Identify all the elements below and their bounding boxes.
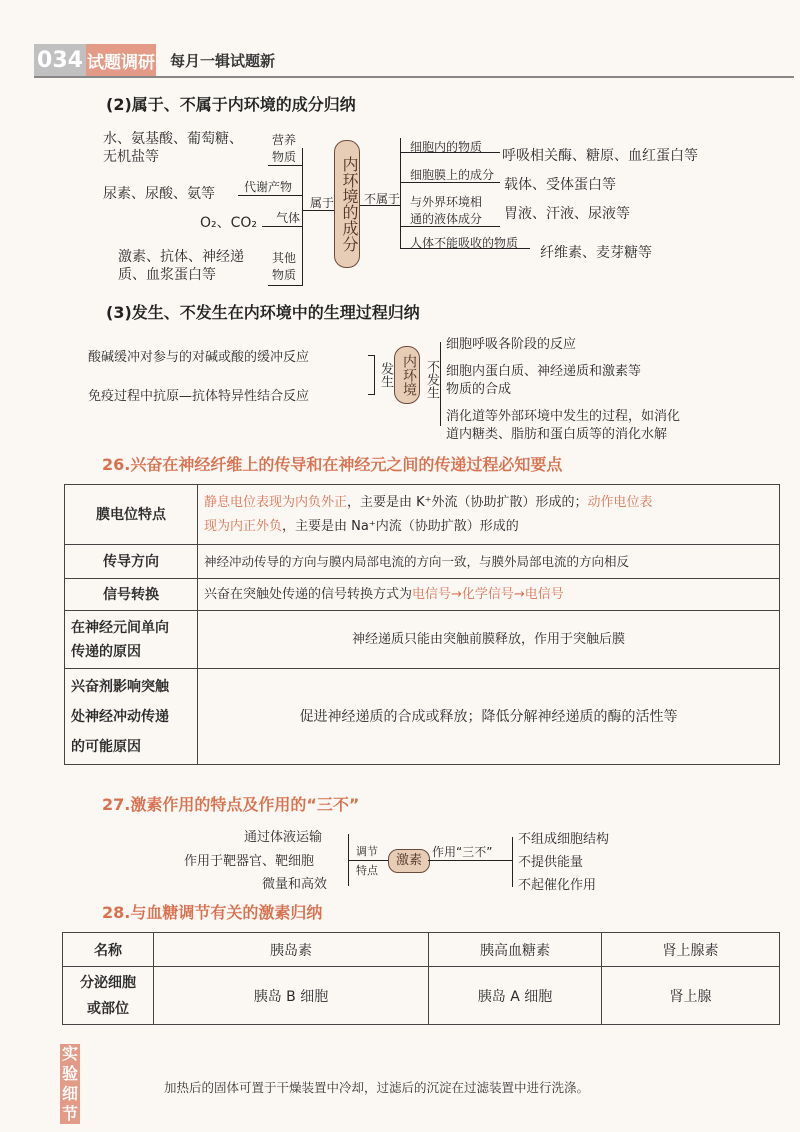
sec27-tedian: 特点 bbox=[356, 864, 378, 877]
sec3-right-1: 细胞呼吸各阶段的反应 bbox=[446, 337, 577, 352]
text-highlight: 动作电位表 bbox=[587, 494, 653, 510]
text: 兴奋在突触处传递的信号转换方式为 bbox=[204, 586, 413, 602]
sec3-title: (3)发生、不发生在内环境中的生理过程归纳 bbox=[106, 303, 420, 322]
sec2-left-3: 尿素、尿酸、氨等 bbox=[103, 186, 215, 202]
sec3-right-4: 消化道等外部环境中发生的过程，如消化 bbox=[446, 409, 681, 424]
sec2-left-2: 无机盐等 bbox=[103, 149, 159, 165]
cell-label: 膜电位特点 bbox=[65, 485, 198, 545]
sec2-line bbox=[262, 226, 302, 227]
table-cell: 胰岛 B 细胞 bbox=[154, 967, 429, 1025]
sec27-zuoyong: 作用“三不” bbox=[432, 845, 493, 859]
text-highlight: 现为内正外负 bbox=[204, 518, 283, 534]
label-line: 分泌细胞 bbox=[80, 974, 136, 991]
cell-label bbox=[65, 669, 198, 765]
sec2-mid-6: 物质 bbox=[272, 268, 297, 282]
label-line: 传递的原因 bbox=[71, 643, 141, 660]
sec3-left-2: 免疫过程中抗原—抗体特异性结合反应 bbox=[88, 389, 310, 404]
header-subtitle: 每月一辑试题新 bbox=[170, 52, 276, 70]
sec2-mid-1: 营养 bbox=[272, 133, 297, 147]
sec27-left-1: 通过体液运输 bbox=[244, 830, 323, 845]
text-highlight: 电信号→化学信号→电信号 bbox=[412, 586, 564, 602]
sec2-title: (2)属于、不属于内环境的成分归纳 bbox=[106, 95, 356, 114]
sec2-right-item-3: 胃液、汗液、尿液等 bbox=[504, 206, 630, 222]
sec3-center-box: 内环境 bbox=[394, 346, 420, 404]
sec2-left-1: 水、氨基酸、葡萄糖、 bbox=[103, 131, 243, 147]
sec2-right-label-1: 细胞内的物质 bbox=[410, 140, 483, 154]
sec2-right-label-4: 通的液体成分 bbox=[410, 212, 483, 226]
cell-label bbox=[65, 611, 198, 669]
header-cell: 肾上腺素 bbox=[602, 933, 780, 967]
sec2-right-item-1: 呼吸相关酶、糖原、血红蛋白等 bbox=[502, 148, 698, 164]
sec2-line bbox=[238, 195, 302, 196]
sec2-mid-2: 物质 bbox=[272, 150, 297, 164]
table-row bbox=[65, 545, 780, 579]
sec3-bracket bbox=[440, 342, 441, 426]
sec2-belongs: 属于 bbox=[310, 196, 335, 210]
sec27-bracket bbox=[512, 837, 513, 887]
cell-label: 信号转换 bbox=[65, 579, 198, 611]
page-number: 034 bbox=[34, 44, 86, 76]
sec28-title: 28.与血糖调节有关的激素归纳 bbox=[102, 903, 323, 922]
section-label: 试题调研 bbox=[86, 44, 156, 76]
sec3-notoccur: 不发生 bbox=[424, 360, 439, 399]
cell-value: 神经冲动传导的方向与膜内局部电流的方向一致，与膜外局部电流的方向相反 bbox=[198, 545, 780, 579]
footer-note: 加热后的固体可置于干燥装置中冷却，过滤后的沉淀在过滤装置中进行洗涤。 bbox=[164, 1080, 590, 1095]
table-cell: 肾上腺 bbox=[602, 967, 780, 1025]
label-line: 或部位 bbox=[87, 1000, 129, 1017]
sec3-occur: 发生 bbox=[378, 362, 393, 388]
label-line: 的可能原因 bbox=[71, 738, 141, 755]
header-cell: 胰岛素 bbox=[154, 933, 429, 967]
table-row bbox=[63, 933, 780, 967]
sec2-right-item-4: 纤维素、麦芽糖等 bbox=[540, 245, 652, 261]
sec3-right-5: 道内糖类、脂肪和蛋白质等的消化水解 bbox=[446, 427, 668, 442]
sec27-right-1: 不组成细胞结构 bbox=[518, 832, 610, 847]
side-tab: 实验细节 bbox=[61, 1044, 78, 1123]
table-cell: 胰岛 A 细胞 bbox=[429, 967, 602, 1025]
row-label bbox=[63, 967, 154, 1025]
sec27-left-2: 作用于靶器官、靶细胞 bbox=[184, 854, 315, 869]
sec27-tiaojie: 调节 bbox=[356, 845, 378, 858]
label-line: 处神经冲动传递 bbox=[71, 708, 169, 725]
sec2-right-label-2: 细胞膜上的成分 bbox=[410, 168, 495, 182]
sec3-left-1: 酸碱缓冲对参与的对碱或酸的缓冲反应 bbox=[88, 350, 310, 365]
table-row bbox=[65, 611, 780, 669]
header-cell: 名称 bbox=[63, 933, 154, 967]
cell-value bbox=[198, 485, 780, 545]
sec2-mid-4: 气体 bbox=[276, 211, 301, 225]
sec3-right-3: 物质的合成 bbox=[446, 382, 512, 397]
text-highlight: 静息电位表现为内负外正 bbox=[204, 494, 348, 510]
sec2-left-4: O₂、CO₂ bbox=[200, 215, 258, 231]
text: ，主要是由 K⁺外流（协助扩散）形成的； bbox=[347, 494, 588, 510]
sec27-left-3: 微量和高效 bbox=[262, 877, 328, 892]
sec27-right-3: 不起催化作用 bbox=[518, 878, 597, 893]
label-line: 兴奋剂影响突触 bbox=[71, 678, 169, 695]
sec26-title: 26.兴奋在神经纤维上的传导和在神经元之间的传递过程必知要点 bbox=[102, 455, 563, 474]
sec2-right-item-2: 载体、受体蛋白等 bbox=[504, 177, 616, 193]
sec27-title: 27.激素作用的特点及作用的“三不” bbox=[102, 795, 360, 814]
table-row bbox=[65, 669, 780, 765]
sec2-right-label-5: 人体不能吸收的物质 bbox=[410, 236, 519, 250]
table-row bbox=[65, 485, 780, 545]
cell-value: 神经递质只能由突触前膜释放，作用于突触后膜 bbox=[198, 611, 780, 669]
sec26-table bbox=[64, 484, 780, 765]
sec2-bracket bbox=[302, 148, 303, 286]
cell-value: 促进神经递质的合成或释放；降低分解神经递质的酶的活性等 bbox=[198, 669, 780, 765]
label-line: 在神经元间单向 bbox=[71, 619, 169, 636]
table-row bbox=[63, 967, 780, 1025]
sec2-center-box: 内环境的成分 bbox=[334, 140, 360, 268]
cell-label: 传导方向 bbox=[65, 545, 198, 579]
sec3-bracket bbox=[374, 355, 375, 395]
sec28-table bbox=[62, 932, 780, 1025]
sec27-right-2: 不提供能量 bbox=[518, 855, 584, 870]
sec2-left-6: 质、血浆蛋白等 bbox=[118, 267, 216, 283]
sec2-mid-3: 代谢产物 bbox=[244, 180, 293, 194]
sec2-right-label-3: 与外界环境相 bbox=[410, 195, 483, 209]
sec2-notbelong: 不属于 bbox=[364, 192, 401, 206]
sec27-line bbox=[348, 860, 388, 861]
table-row bbox=[65, 579, 780, 611]
text: ，主要是由 Na⁺内流（协助扩散）形成的 bbox=[282, 518, 519, 534]
sec2-left-5: 激素、抗体、神经递 bbox=[118, 249, 244, 265]
sec27-center-box: 激素 bbox=[388, 849, 430, 873]
cell-value bbox=[198, 579, 780, 611]
sec27-line bbox=[428, 860, 512, 861]
sec2-mid-5: 其他 bbox=[272, 251, 297, 265]
sec3-right-2: 细胞内蛋白质、神经递质和激素等 bbox=[446, 364, 642, 379]
header-cell: 胰高血糖素 bbox=[429, 933, 602, 967]
sec2-bracket bbox=[400, 138, 401, 248]
sec2-line bbox=[268, 285, 302, 286]
header-rule bbox=[34, 76, 794, 78]
sec2-line bbox=[268, 165, 302, 166]
